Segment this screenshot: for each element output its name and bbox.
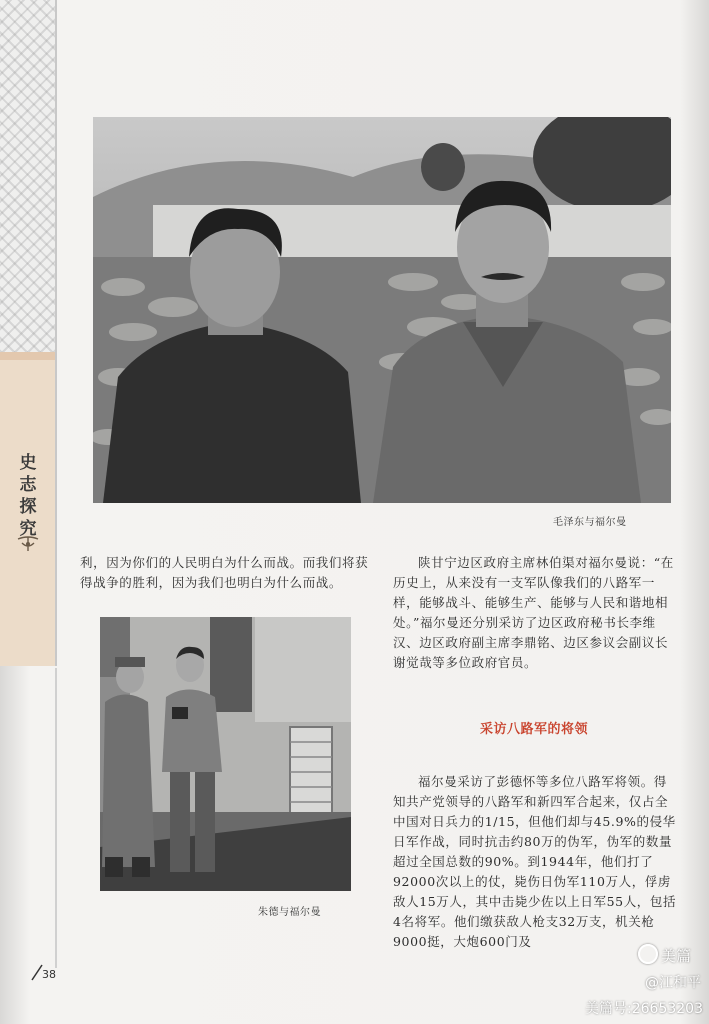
right-text-column-upper (393, 553, 675, 673)
watermark-logo (638, 944, 691, 966)
section-tab-char: 究 (19, 519, 37, 539)
page-number: 38 (42, 968, 56, 981)
watermark-logo-text: 美篇 (661, 947, 692, 965)
body-paragraph: 利，因为你们的人民明白为什么而战。而我们将获得战争的胜利，因为我们也明白为什么而战。 (80, 555, 369, 590)
photo-zhude-and-forman (100, 617, 351, 891)
photo-mao-and-forman (93, 117, 671, 503)
ornament-icon (16, 535, 40, 553)
section-tab-char: 探 (19, 497, 37, 517)
decorative-pattern-band (0, 0, 57, 352)
right-text-column-lower (393, 759, 677, 964)
left-text-column (80, 553, 370, 593)
section-heading: 采访八路军的将领 (479, 722, 588, 737)
margin-band (0, 668, 57, 968)
section-tab-char: 志 (19, 475, 37, 495)
body-paragraph: 陕甘宁边区政府主席林伯渠对福尔曼说：“在历史上，从来没有一支军队像我们的八路军一样，能够战斗、能够生产、能够与人民和谐地相处。”福尔曼还分别采访了边区政府秘书长李维汉、边区政府副主席李鼎铭、边区参议会副议长谢觉哉等多位政府官员。 (393, 555, 674, 670)
section-tab-char: 史 (19, 453, 37, 473)
photo-caption: 朱德与福尔曼 (258, 907, 321, 918)
meipian-logo-icon (638, 944, 658, 964)
section-tab-label (14, 452, 42, 540)
photo-caption: 毛泽东与福尔曼 (553, 517, 627, 528)
section-tab-strip (0, 352, 55, 360)
watermark-id: 美篇号:26653203 (585, 1001, 703, 1017)
watermark-user: @江和平 (645, 975, 701, 991)
body-paragraph: 福尔曼采访了彭德怀等多位八路军将领。得知共产党领导的八路军和新四军合起来，仅占全中国对日兵力的1/15，但他们却与45.9%的侵华日军作战，同时抗击约80万的伪军，伪军的数量超过全国总数的90%。到1944年，他们打了92000次以上的仗，毙伤日伪军110万人，俘虏敌人15万人，其中击毙少佐以上日军55人，包括4名将军。他们缴获敌人枪支32万支，机关枪9000挺，大炮600门及 (393, 773, 677, 949)
